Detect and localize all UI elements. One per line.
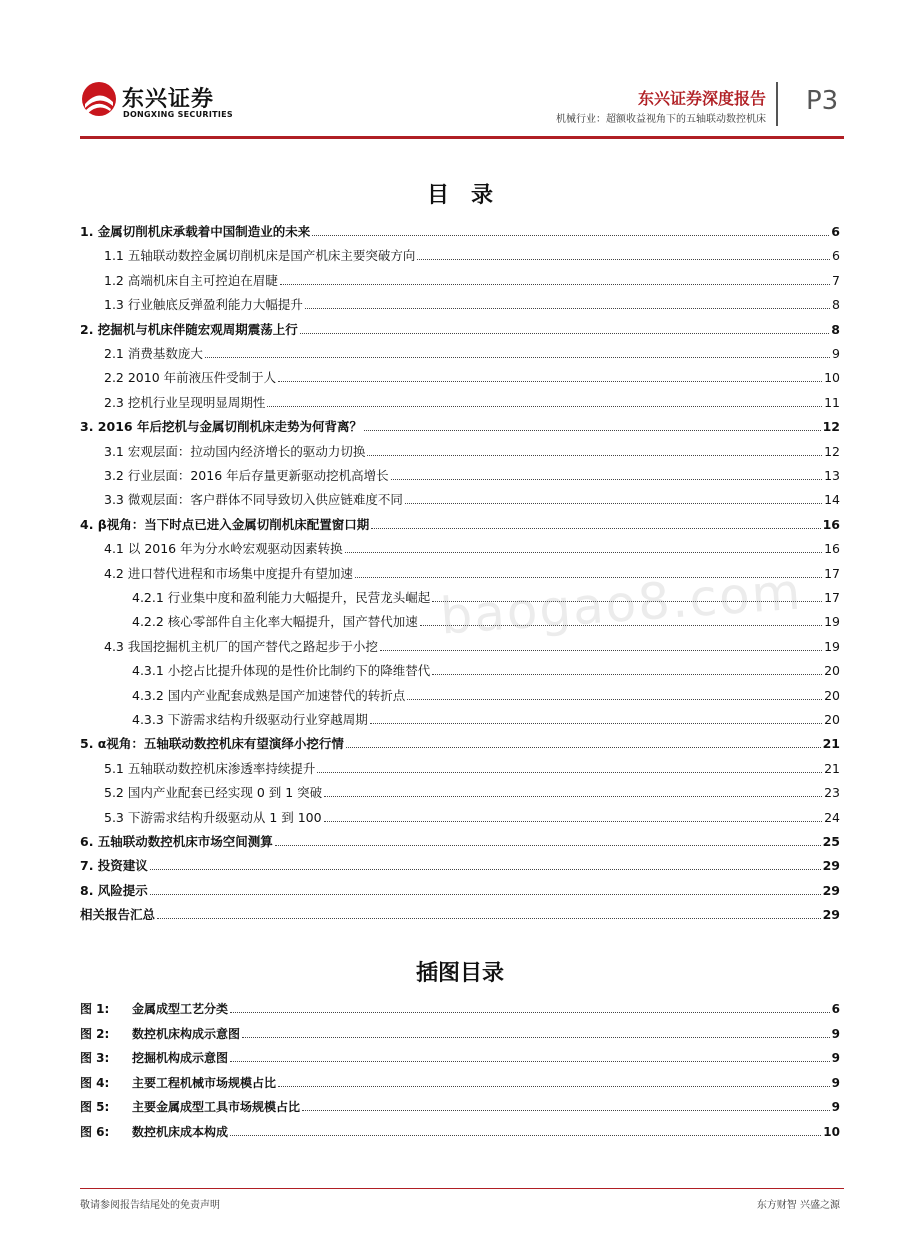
toc-entry-page: 12 [824,443,840,459]
toc-leader-dots [157,917,821,919]
toc-entry-label: 3. 2016 年后挖机与金属切削机床走势为何背离？ [80,419,362,435]
figure-page: 9 [831,1051,840,1066]
toc-entry-label: 2.3 挖机行业呈现明显周期性 [104,394,266,410]
toc-entry[interactable] [104,806,840,826]
toc-entry-page: 24 [824,809,840,825]
logo-chinese-name: 东兴证券 [122,87,215,112]
toc-leader-dots [150,893,821,895]
toc-entry-label: 4.1 以 2016 年为分水岭宏观驱动因素转换 [104,541,343,557]
figure-number: 图 1: [80,1002,110,1016]
footer-rule [80,1188,844,1189]
toc-entry-page: 8 [832,297,840,313]
figure-label: 主要工程机械市场规模占比 [132,1075,277,1090]
figure-page: 6 [831,1002,840,1016]
toc-leader-dots [345,551,822,553]
figure-number: 图 6: [80,1125,110,1139]
toc-entry-page: 23 [824,785,840,801]
toc-entry-label: 2.2 2010 年前液压件受制于人 [104,370,277,386]
figure-leader-dots [230,1011,830,1013]
company-logo [80,80,240,128]
toc-entry-page: 10 [824,370,840,386]
figure-leader-dots [230,1134,821,1136]
figure-number: 图 4: [80,1075,110,1090]
figure-label: 金属成型工艺分类 [132,1002,229,1016]
toc-entry-page: 11 [824,394,840,410]
toc-entry[interactable] [132,659,840,679]
toc-entry-label: 4.2 进口替代进程和市场集中度提升有望加速 [104,565,353,581]
figure-leader-dots [278,1085,830,1087]
toc-entry-page: 9 [832,346,840,361]
toc-leader-dots [380,649,822,651]
toc-entry-label: 4.3.3 下游需求结构升级驱动行业穿越周期 [132,712,368,727]
toc-entry-page: 13 [824,468,840,483]
toc-leader-dots [267,405,822,407]
figures-title: 插图目录 [415,961,504,986]
toc-leader-dots [150,868,821,870]
figure-label: 挖掘机构成示意图 [132,1051,229,1066]
toc-entry-label: 4.2.1 行业集中度和盈利能力大幅提升，民营龙头崛起 [132,590,431,605]
toc-entry-page: 17 [824,565,840,581]
toc-entry[interactable] [104,440,840,460]
toc-entry-label: 7. 投资建议 [80,858,148,874]
toc-leader-dots [367,454,822,456]
toc-entry-label: 相关报告汇总 [80,907,156,923]
toc-entry[interactable] [104,757,840,777]
toc-entry-label: 3.1 宏观层面：拉动国内经济增长的驱动力切换 [104,443,366,459]
figure-entry[interactable] [80,1095,840,1115]
toc-entry[interactable] [80,732,840,752]
toc-entry[interactable] [104,391,840,411]
figure-page: 9 [831,1075,840,1090]
toc-entry[interactable] [80,854,840,874]
toc-leader-dots [407,698,822,700]
figure-entry[interactable] [80,1120,840,1140]
toc-leader-dots [346,746,821,748]
toc-entry-page: 14 [824,492,840,508]
toc-entry-page: 6 [832,248,840,264]
figure-label: 数控机床成本构成 [132,1125,229,1139]
figure-page: 9 [831,1026,840,1041]
footer-disclaimer: 敬请参阅报告结尾处的免责声明 [80,1200,220,1211]
toc-entry-label: 5.3 下游需求结构升级驱动从 1 到 100 [104,809,322,825]
figure-entry[interactable] [80,1046,840,1066]
toc-leader-dots [312,234,829,236]
toc-entry[interactable] [80,318,840,338]
toc-entry-label: 1.1 五轴联动数控金属切削机床是国产机床主要突破方向 [104,248,416,264]
dongxing-logo-icon [80,80,118,118]
report-header [0,0,920,145]
toc-entry[interactable] [104,244,840,264]
toc-entry-label: 2. 挖掘机与机床伴随宏观周期震荡上行 [80,321,298,337]
toc-leader-dots [391,478,822,480]
toc-entry[interactable] [104,781,840,801]
toc-entry-page: 19 [824,638,840,654]
toc-entry-page: 20 [824,663,840,679]
toc-leader-dots [324,820,823,822]
toc-leader-dots [275,844,821,846]
toc-title: 目 录 [426,183,493,208]
toc-entry-page: 20 [824,712,840,727]
toc-entry[interactable] [104,269,840,289]
toc-entry-page: 7 [832,272,840,288]
toc-entry-label: 4.2.2 核心零部件自主化率大幅提升，国产替代加速 [132,614,418,630]
toc-entry-page: 16 [822,516,840,532]
toc-entry[interactable] [104,537,840,557]
toc-entry[interactable] [132,708,840,728]
toc-entry[interactable] [80,903,840,923]
toc-entry-label: 1.3 行业触底反弹盈利能力大幅提升 [104,297,303,313]
figure-entry[interactable] [80,1071,840,1091]
toc-entry-label: 5.1 五轴联动数控机床渗透率持续提升 [104,760,316,776]
toc-entry-page: 19 [824,614,840,630]
figure-leader-dots [230,1060,830,1062]
toc-leader-dots [324,795,822,797]
logo-english-name: DONGXING SECURITIES [123,110,233,119]
report-subtitle: 机械行业：超额收益视角下的五轴联动数控机床 [556,114,766,125]
figure-number: 图 5: [80,1100,110,1115]
toc-leader-dots [317,771,822,773]
toc-entry-label: 4.3.2 国内产业配套成熟是国产加速替代的转折点 [132,687,406,703]
toc-entry-label: 8. 风险提示 [80,882,148,898]
toc-entry[interactable] [104,293,840,313]
figure-page: 9 [831,1100,840,1115]
toc-entry-page: 21 [824,760,840,776]
toc-leader-dots [278,380,822,382]
figure-entry[interactable] [80,1022,840,1042]
figure-label: 主要金属成型工具市场规模占比 [132,1100,301,1115]
report-brand-title: 东兴证券深度报告 [637,89,766,108]
toc-entry-label: 5. α视角：五轴联动数控机床有望演绎小挖行情 [80,736,344,752]
figure-number: 图 3: [80,1051,110,1066]
toc-entry-page: 16 [824,541,840,557]
toc-entry-page: 29 [822,858,840,874]
toc-entry-label: 2.1 消费基数庞大 [104,346,203,361]
toc-leader-dots [371,527,820,529]
figure-label: 数控机床构成示意图 [132,1026,241,1041]
toc-entry-page: 25 [822,834,840,849]
toc-entry-page: 6 [831,224,840,239]
toc-entry[interactable] [80,879,840,899]
toc-leader-dots [305,307,830,309]
toc-entry[interactable] [80,415,840,435]
figure-leader-dots [302,1109,830,1111]
figure-number: 图 2: [80,1026,110,1041]
toc-entry-label: 5.2 国内产业配套已经实现 0 到 1 突破 [104,785,323,801]
toc-entry-label: 4.3.1 小挖占比提升体现的是性价比制约下的降维替代 [132,663,431,679]
toc-leader-dots [280,283,830,285]
toc-leader-dots [432,673,822,675]
toc-entry-label: 6. 五轴联动数控机床市场空间测算 [80,834,273,849]
toc-entry-label: 4.3 我国挖掘机主机厂的国产替代之路起步于小挖 [104,638,378,654]
toc-entry[interactable] [80,830,840,850]
toc-entry-page: 29 [822,907,840,923]
figure-page: 10 [823,1125,840,1139]
toc-entry-page: 29 [822,882,840,898]
toc-leader-dots [205,356,830,358]
watermark: baogao8.com [438,562,805,646]
figure-leader-dots [242,1036,830,1038]
page-number: P3 [806,86,839,116]
toc-leader-dots [417,258,830,260]
toc-entry[interactable] [104,488,840,508]
toc-leader-dots [364,429,821,431]
toc-entry-page: 8 [831,321,840,337]
toc-entry-page: 21 [822,736,840,752]
footer-slogan: 东方财智 兴盛之源 [756,1200,840,1211]
toc-entry-page: 20 [824,687,840,703]
toc-entry-page: 12 [822,419,840,435]
toc-entry-label: 3.2 行业层面：2016 年后存量更新驱动挖机高增长 [104,468,389,483]
figure-entry[interactable] [80,997,840,1017]
toc-entry[interactable] [80,513,840,533]
toc-entry-label: 3.3 微观层面：客户群体不同导致切入供应链难度不同 [104,492,403,508]
toc-entry-label: 1.2 高端机床自主可控迫在眉睫 [104,272,278,288]
toc-entry[interactable] [80,220,840,240]
toc-entry-label: 4. β视角：当下时点已进入金属切削机床配置窗口期 [80,516,370,532]
toc-entry[interactable] [132,684,840,704]
header-divider [776,82,778,126]
toc-entry-label: 1. 金属切削机床承载着中国制造业的未来 [80,224,311,239]
toc-leader-dots [405,502,822,504]
toc-entry[interactable] [104,342,840,362]
toc-entry[interactable] [104,464,840,484]
header-rule [80,136,844,139]
toc-leader-dots [300,332,829,334]
toc-entry[interactable] [104,366,840,386]
toc-entry-page: 17 [824,590,840,605]
toc-leader-dots [370,722,822,724]
